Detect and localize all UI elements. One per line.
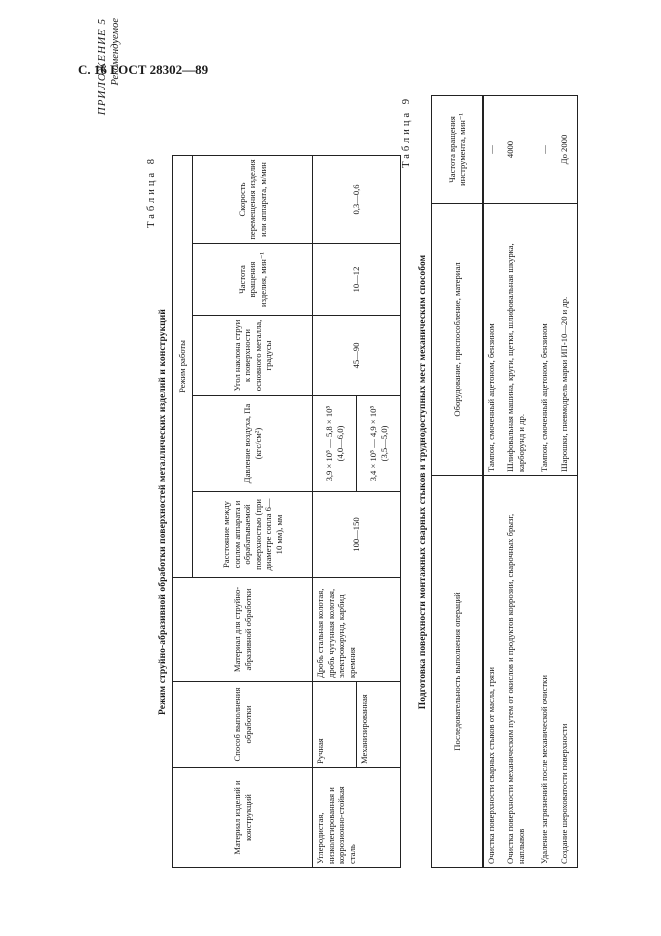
- table8-cell-abrasive: Дробь стальная колотая, дробь чугунная колотая, электрокорунд, карбид кремния: [313, 578, 401, 682]
- appendix-block: [96, 18, 122, 228]
- table8: [172, 155, 401, 868]
- table9-cell-eq: Шарошки, пневмодрель марки ИП-10—20 и др.: [557, 204, 577, 476]
- table9-cell-eq: Тампон, смоченный ацетоном, бензином: [483, 204, 503, 476]
- table8-header-distance: Расстояние между соплом аппарата и обрабатываемой поверхностью (при диаметре сопла 6—10 мм), мм: [193, 492, 313, 578]
- table9-cell-op: Очистка поверхности сварных стыков от масла, грязи: [483, 476, 503, 868]
- table8-cell-speed: 0,3—0,6: [313, 155, 401, 243]
- table9-cell-speed: —: [483, 96, 503, 204]
- table8-cell-material: Углеродистая, низколегированная и коррозионно-стойкая сталь: [313, 768, 401, 868]
- table8-header-material: Материал изделий и конструкций: [173, 768, 313, 868]
- appendix-title: ПРИЛОЖЕНИЕ 5: [96, 18, 108, 116]
- table9-cell-op: Очистка поверхности механическим путем от окислов и продуктов коррозии, сварочных брызг, наплывов: [503, 476, 537, 868]
- table8-cell-method-manual: Ручная: [313, 682, 357, 768]
- table8-header-angle: Угол наклона струи к поверхности основного металла, градусы: [193, 316, 313, 396]
- table9-header-sequence: Последовательность выполнения операций: [432, 476, 484, 868]
- table8-header-speed: Скорость перемещения изделия или аппарата, м/мин: [193, 155, 313, 243]
- table8-header-mode: Режим работы: [173, 155, 193, 577]
- table9-cell-op: Создание шероховатости поверхности: [557, 476, 577, 868]
- table9-header-equipment: Оборудование, приспособление, материал: [432, 204, 484, 476]
- table9-cell-speed: —: [537, 96, 557, 204]
- table8-header-abrasive: Материал для струйно-абразивной обработки: [173, 578, 313, 682]
- table8-title: Режим струйно-абразивной обработки поверхностей металлических изделий и конструкций: [158, 309, 168, 715]
- table8-header-frequency: Частота вращения изделия, мин⁻¹: [193, 244, 313, 316]
- table9-header-speed: Частота вращения инструмента, мин⁻¹: [432, 96, 484, 204]
- table9-cell-op: Удаление загрязнений после механической очистки: [537, 476, 557, 868]
- table8-cell-distance: 100—150: [313, 492, 401, 578]
- table9-cell-speed: До 2000: [557, 96, 577, 204]
- table8-header-method: Способ выполнения обработки: [173, 682, 313, 768]
- table-row: [503, 96, 537, 868]
- table9-title: Подготовка поверхности монтажных сварных стыков и труднодоступных мест механическим способом: [418, 254, 428, 710]
- table8-cell-method-mech: Механизированная: [357, 682, 401, 768]
- table8-header-pressure: Давление воздуха, Па (кгс/см²): [193, 396, 313, 492]
- table9-label: Таблица 9: [401, 96, 412, 168]
- table-row: [537, 96, 557, 868]
- appendix-subtitle: Рекомендуемое: [110, 18, 121, 86]
- table-row: [483, 96, 503, 868]
- page-header: С. 16 ГОСТ 28302—89: [78, 62, 209, 77]
- table8-cell-frequency: 10—12: [313, 244, 401, 316]
- table8-cell-pressure-manual: 3,9 × 10⁵ — 5,8 × 10⁵ (4,0—6,0): [313, 396, 357, 492]
- table8-label: Таблица 8: [146, 156, 157, 228]
- table9-cell-speed: 4000: [503, 96, 537, 204]
- table-row: [557, 96, 577, 868]
- table9-cell-eq: Тампон, смоченный ацетоном, бензином: [537, 204, 557, 476]
- table9-cell-eq: Шлифовальная машина, круги, щетки, шлифовальная шкурка, карборунд и др.: [503, 204, 537, 476]
- table8-cell-pressure-mech: 3,4 × 10⁵ — 4,9 × 10⁵ (3,5—5,0): [357, 396, 401, 492]
- table8-cell-angle: 45—90: [313, 316, 401, 396]
- table9: [431, 95, 578, 868]
- rotated-content: [96, 8, 576, 868]
